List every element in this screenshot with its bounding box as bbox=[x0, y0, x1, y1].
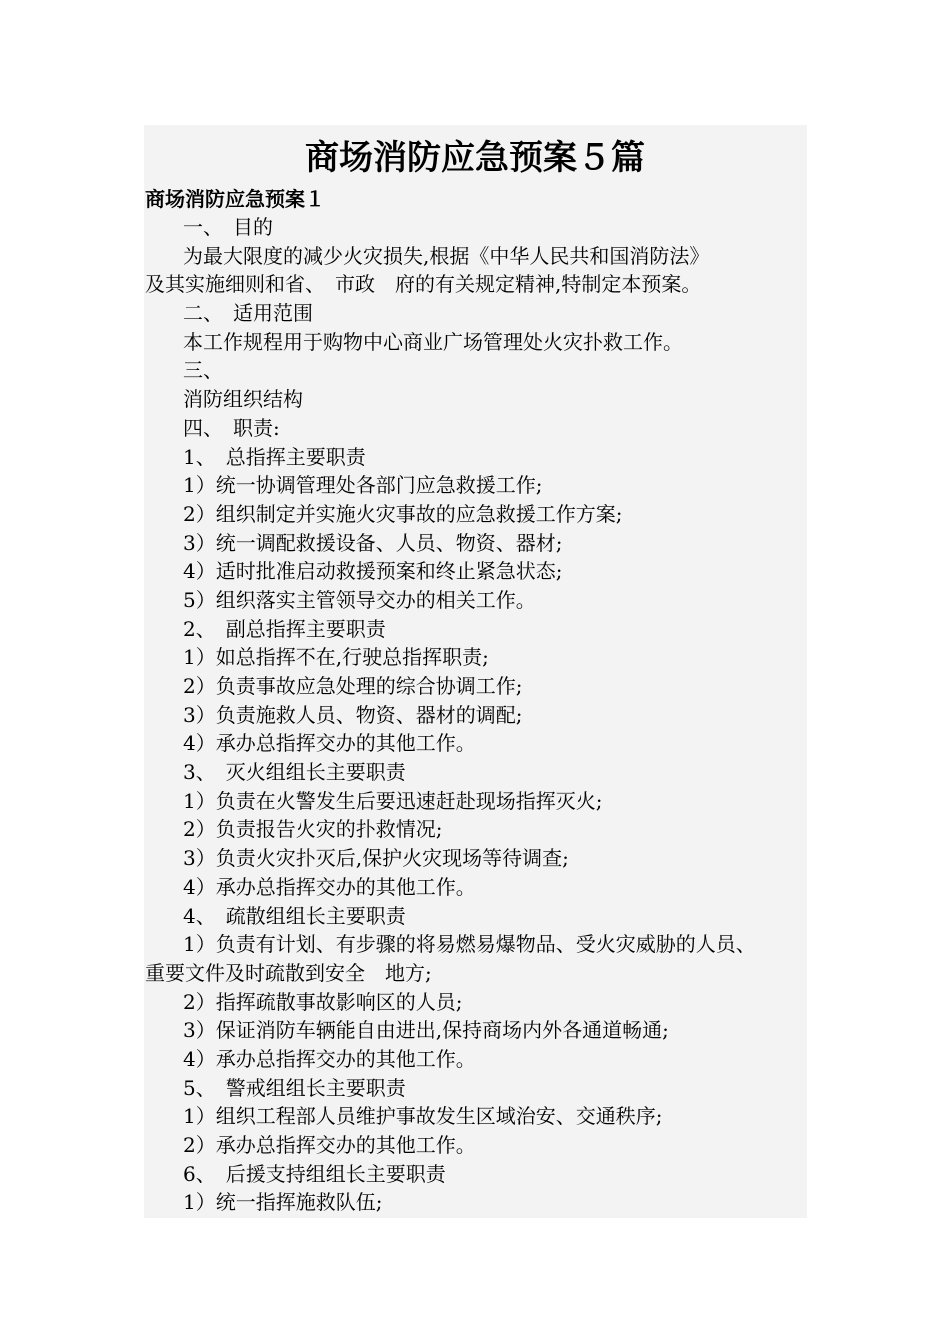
paragraph-line: 为最大限度的减少火灾损失,根据《中华人民共和国消防法》 bbox=[183, 243, 710, 268]
list-item: 3）保证消防车辆能自由进出,保持商场内外各通道畅通; bbox=[183, 1018, 669, 1043]
subheading: 4、 疏散组组长主要职责 bbox=[183, 903, 406, 928]
list-item: 2）承办总指挥交办的其他工作。 bbox=[183, 1133, 476, 1157]
heading-scope: 二、 适用范围 bbox=[183, 301, 313, 326]
subheading: 6、 后援支持组组长主要职责 bbox=[183, 1161, 446, 1186]
list-item: 2）负责报告火灾的扑救情况; bbox=[183, 817, 443, 842]
list-item: 1）负责有计划、有步骤的将易燃易爆物品、受火灾威胁的人员、 bbox=[183, 932, 756, 957]
list-item: 1）统一协调管理处各部门应急救援工作; bbox=[183, 473, 543, 498]
list-item: 1）统一指挥施救队伍; bbox=[183, 1190, 383, 1215]
list-item: 3）负责施救人员、物资、器材的调配; bbox=[183, 702, 523, 727]
document-title: 商场消防应急预案５篇 bbox=[305, 138, 645, 178]
list-item: 3）统一调配救援设备、人员、物资、器材; bbox=[183, 530, 563, 555]
list-item: 5）组织落实主管领导交办的相关工作。 bbox=[183, 587, 536, 612]
paragraph-line: 及其实施细则和省、 市政 府的有关规定精神,特制定本预案。 bbox=[145, 272, 702, 297]
paragraph-line: 本工作规程用于购物中心商业广场管理处火灾扑救工作。 bbox=[183, 329, 683, 354]
list-item: 4）适时批准启动救援预案和终止紧急状态; bbox=[183, 559, 563, 584]
heading-duties: 四、 职责: bbox=[183, 415, 280, 440]
list-item: 4）承办总指挥交办的其他工作。 bbox=[183, 874, 476, 899]
list-item: 1）负责在火警发生后要迅速赶赴现场指挥灭火; bbox=[183, 788, 603, 813]
list-item: 2）负责事故应急处理的综合协调工作; bbox=[183, 674, 523, 698]
list-item: 4）承办总指挥交办的其他工作。 bbox=[183, 731, 476, 756]
section-title: 商场消防应急预案１ bbox=[145, 187, 325, 211]
subheading: 2、 副总指挥主要职责 bbox=[183, 616, 386, 641]
list-item: 2）组织制定并实施火灾事故的应急救援工作方案; bbox=[183, 501, 623, 526]
heading-structure: 三、 bbox=[183, 358, 223, 383]
list-item: 3）负责火灾扑灭后,保护火灾现场等待调查; bbox=[183, 846, 569, 871]
subheading: 3、 灭火组组长主要职责 bbox=[183, 760, 406, 785]
list-item: 1）组织工程部人员维护事故发生区域治安、交通秩序; bbox=[183, 1104, 663, 1129]
paragraph-line: 消防组织结构 bbox=[183, 387, 303, 412]
list-item: 2）指挥疏散事故影响区的人员; bbox=[183, 989, 463, 1014]
subheading: 5、 警戒组组长主要职责 bbox=[183, 1075, 406, 1100]
subheading: 1、 总指挥主要职责 bbox=[183, 444, 366, 469]
list-item-continuation: 重要文件及时疏散到安全 地方; bbox=[145, 960, 432, 985]
heading-purpose: 一、 目的 bbox=[183, 215, 273, 239]
list-item: 4）承办总指挥交办的其他工作。 bbox=[183, 1046, 476, 1071]
document-body bbox=[145, 213, 807, 1217]
list-item: 1）如总指挥不在,行驶总指挥职责; bbox=[183, 645, 489, 670]
